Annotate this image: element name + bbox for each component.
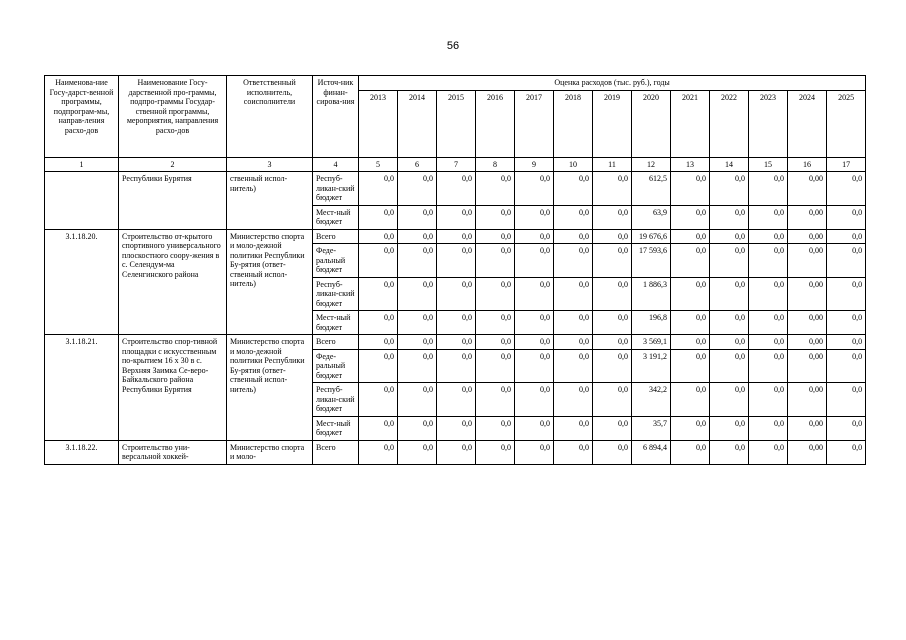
program-code-cell: 3.1.18.20. — [45, 229, 119, 335]
column-index-cell: 5 — [359, 157, 398, 172]
value-cell: 0,0 — [710, 277, 749, 311]
funding-source-cell: Феде-ральный бюджет — [313, 349, 359, 383]
value-cell: 0,0 — [827, 244, 866, 278]
page-number: 56 — [446, 40, 460, 52]
year-header: 2025 — [827, 90, 866, 157]
value-cell: 0,00 — [788, 277, 827, 311]
value-cell: 0,0 — [515, 311, 554, 335]
measure-name-cell: Республики Бурятия — [119, 172, 227, 230]
value-cell: 0,0 — [359, 244, 398, 278]
value-cell: 0,0 — [476, 172, 515, 206]
value-cell: 0,0 — [476, 349, 515, 383]
value-cell: 0,0 — [359, 229, 398, 244]
value-cell: 35,7 — [632, 416, 671, 440]
value-cell: 0,0 — [437, 244, 476, 278]
value-cell: 0,00 — [788, 244, 827, 278]
value-cell: 0,0 — [749, 205, 788, 229]
value-cell: 0,0 — [749, 244, 788, 278]
value-cell: 0,0 — [398, 349, 437, 383]
column-index-cell: 2 — [119, 157, 227, 172]
value-cell: 0,0 — [476, 311, 515, 335]
funding-source-cell: Респуб-ликан-ский бюджет — [313, 383, 359, 417]
value-cell: 0,0 — [554, 383, 593, 417]
value-cell: 0,0 — [671, 440, 710, 464]
value-cell: 0,0 — [554, 229, 593, 244]
value-cell: 0,0 — [515, 244, 554, 278]
value-cell: 0,0 — [671, 311, 710, 335]
value-cell: 0,0 — [476, 383, 515, 417]
measure-name-cell: Строительство уни-версальной хоккей- — [119, 440, 227, 464]
value-cell: 0,0 — [437, 205, 476, 229]
year-header: 2020 — [632, 90, 671, 157]
value-cell: 0,0 — [749, 311, 788, 335]
value-cell: 0,0 — [476, 416, 515, 440]
value-cell: 0,0 — [359, 383, 398, 417]
value-cell: 0,00 — [788, 440, 827, 464]
value-cell: 0,00 — [788, 335, 827, 350]
value-cell: 0,0 — [398, 416, 437, 440]
value-cell: 0,0 — [515, 440, 554, 464]
value-cell: 0,0 — [554, 277, 593, 311]
column-index-cell: 8 — [476, 157, 515, 172]
value-cell: 0,0 — [476, 277, 515, 311]
value-cell: 0,0 — [710, 229, 749, 244]
value-cell: 3 569,1 — [632, 335, 671, 350]
value-cell: 0,0 — [398, 244, 437, 278]
value-cell: 0,0 — [671, 335, 710, 350]
value-cell: 0,0 — [593, 349, 632, 383]
value-cell: 0,0 — [710, 172, 749, 206]
value-cell: 0,0 — [593, 172, 632, 206]
value-cell: 0,00 — [788, 349, 827, 383]
value-cell: 0,0 — [398, 205, 437, 229]
value-cell: 0,0 — [593, 244, 632, 278]
year-header: 2023 — [749, 90, 788, 157]
year-header: 2013 — [359, 90, 398, 157]
column-index-row — [45, 157, 866, 172]
value-cell: 0,0 — [749, 172, 788, 206]
executor-cell: Министерство спорта и моло- — [227, 440, 313, 464]
value-cell: 0,0 — [515, 172, 554, 206]
value-cell: 0,0 — [554, 335, 593, 350]
value-cell: 0,0 — [827, 335, 866, 350]
year-header: 2021 — [671, 90, 710, 157]
executor-cell: ственный испол-нитель) — [227, 172, 313, 230]
value-cell: 0,0 — [359, 277, 398, 311]
value-cell: 0,0 — [554, 244, 593, 278]
value-cell: 0,0 — [359, 335, 398, 350]
value-cell: 0,0 — [476, 205, 515, 229]
value-cell: 0,0 — [437, 335, 476, 350]
value-cell: 0,0 — [749, 229, 788, 244]
value-cell: 0,0 — [593, 205, 632, 229]
value-cell: 0,0 — [554, 416, 593, 440]
value-cell: 0,0 — [359, 416, 398, 440]
funding-source-cell: Феде-ральный бюджет — [313, 244, 359, 278]
value-cell: 0,0 — [554, 311, 593, 335]
measure-name-cell: Строительство от-крытого спортивного универсального плоскостного соору-жения в с. Селендум-ма Селенгинского района — [119, 229, 227, 335]
table-row — [45, 440, 866, 464]
value-cell: 0,0 — [671, 205, 710, 229]
value-cell: 0,0 — [515, 383, 554, 417]
funding-source-cell: Всего — [313, 440, 359, 464]
year-header: 2016 — [476, 90, 515, 157]
value-cell: 0,0 — [710, 244, 749, 278]
year-header: 2019 — [593, 90, 632, 157]
value-cell: 0,00 — [788, 205, 827, 229]
value-cell: 0,0 — [593, 416, 632, 440]
value-cell: 0,0 — [671, 416, 710, 440]
funding-source-cell: Респуб-ликан-ский бюджет — [313, 172, 359, 206]
value-cell: 0,0 — [398, 229, 437, 244]
column-index-cell: 3 — [227, 157, 313, 172]
value-cell: 0,0 — [437, 229, 476, 244]
value-cell: 0,00 — [788, 383, 827, 417]
value-cell: 0,0 — [827, 172, 866, 206]
value-cell: 0,0 — [710, 416, 749, 440]
value-cell: 0,0 — [827, 416, 866, 440]
program-code-cell — [45, 172, 119, 230]
value-cell: 0,0 — [359, 349, 398, 383]
value-cell: 0,0 — [749, 440, 788, 464]
program-code-cell: 3.1.18.21. — [45, 335, 119, 441]
value-cell: 0,0 — [671, 277, 710, 311]
value-cell: 63,9 — [632, 205, 671, 229]
value-cell: 0,0 — [593, 440, 632, 464]
column-index-cell: 6 — [398, 157, 437, 172]
header-measure-name: Наименование Госу-дарственной про-граммы, подпро-граммы Государ-ственной программы, мероприятия, направления расхо-дов — [119, 76, 227, 158]
value-cell: 0,0 — [593, 311, 632, 335]
value-cell: 0,0 — [749, 349, 788, 383]
funding-source-cell: Мест-ный бюджет — [313, 205, 359, 229]
value-cell: 0,0 — [476, 244, 515, 278]
value-cell: 0,0 — [398, 383, 437, 417]
column-index-cell: 17 — [827, 157, 866, 172]
year-header: 2017 — [515, 90, 554, 157]
funding-source-cell: Мест-ный бюджет — [313, 416, 359, 440]
value-cell: 0,0 — [827, 349, 866, 383]
value-cell: 0,0 — [554, 205, 593, 229]
column-index-cell: 4 — [313, 157, 359, 172]
column-index-cell: 10 — [554, 157, 593, 172]
funding-source-cell: Всего — [313, 229, 359, 244]
funding-source-cell: Респуб-ликан-ский бюджет — [313, 277, 359, 311]
value-cell: 196,8 — [632, 311, 671, 335]
value-cell: 0,0 — [671, 172, 710, 206]
header-executor: Ответственный исполнитель, соисполнители — [227, 76, 313, 158]
table-row — [45, 229, 866, 244]
value-cell: 0,00 — [788, 416, 827, 440]
value-cell: 0,0 — [398, 440, 437, 464]
value-cell: 0,0 — [749, 383, 788, 417]
value-cell: 0,0 — [827, 311, 866, 335]
value-cell: 0,0 — [359, 205, 398, 229]
value-cell: 0,0 — [398, 335, 437, 350]
value-cell: 0,00 — [788, 172, 827, 206]
value-cell: 0,0 — [437, 383, 476, 417]
value-cell: 0,0 — [671, 229, 710, 244]
year-header: 2014 — [398, 90, 437, 157]
value-cell: 0,0 — [554, 440, 593, 464]
value-cell: 0,0 — [710, 205, 749, 229]
value-cell: 0,0 — [827, 277, 866, 311]
header-funding-source: Источ-ник финан-сирова-ния — [313, 76, 359, 158]
table-body — [45, 172, 866, 465]
value-cell: 0,0 — [710, 335, 749, 350]
value-cell: 0,0 — [515, 349, 554, 383]
value-cell: 0,0 — [827, 440, 866, 464]
table-row — [45, 172, 866, 206]
value-cell: 0,0 — [437, 277, 476, 311]
value-cell: 0,0 — [827, 383, 866, 417]
value-cell: 0,0 — [476, 440, 515, 464]
value-cell: 0,0 — [710, 311, 749, 335]
funding-source-cell: Мест-ный бюджет — [313, 311, 359, 335]
value-cell: 0,0 — [710, 440, 749, 464]
column-index-cell: 12 — [632, 157, 671, 172]
value-cell: 0,0 — [476, 229, 515, 244]
value-cell: 19 676,6 — [632, 229, 671, 244]
column-index-cell: 9 — [515, 157, 554, 172]
value-cell: 0,0 — [515, 277, 554, 311]
value-cell: 0,0 — [437, 440, 476, 464]
value-cell: 0,0 — [515, 335, 554, 350]
value-cell: 0,0 — [437, 311, 476, 335]
header-program: Наименова-ние Госу-дарст-венной программы, подпрограм-мы, направ-ления расхо-дов — [45, 76, 119, 158]
value-cell: 0,0 — [593, 335, 632, 350]
value-cell: 0,0 — [398, 172, 437, 206]
column-index-cell: 7 — [437, 157, 476, 172]
header-expense-estimate: Оценка расходов (тыс. руб.), годы — [359, 76, 866, 91]
value-cell: 0,0 — [749, 416, 788, 440]
year-header: 2018 — [554, 90, 593, 157]
value-cell: 0,0 — [398, 311, 437, 335]
year-header: 2022 — [710, 90, 749, 157]
value-cell: 0,00 — [788, 311, 827, 335]
value-cell: 0,0 — [476, 335, 515, 350]
value-cell: 0,0 — [827, 229, 866, 244]
value-cell: 0,0 — [671, 244, 710, 278]
column-index-cell: 1 — [45, 157, 119, 172]
column-index-cell: 16 — [788, 157, 827, 172]
value-cell: 0,0 — [398, 277, 437, 311]
value-cell: 0,0 — [515, 205, 554, 229]
column-index-cell: 11 — [593, 157, 632, 172]
value-cell: 1 886,3 — [632, 277, 671, 311]
value-cell: 6 894,4 — [632, 440, 671, 464]
column-index-cell: 14 — [710, 157, 749, 172]
expense-estimate-table — [44, 75, 866, 465]
value-cell: 0,0 — [554, 172, 593, 206]
value-cell: 342,2 — [632, 383, 671, 417]
value-cell: 3 191,2 — [632, 349, 671, 383]
value-cell: 0,0 — [827, 205, 866, 229]
value-cell: 0,0 — [710, 349, 749, 383]
value-cell: 0,0 — [437, 349, 476, 383]
value-cell: 0,0 — [749, 335, 788, 350]
value-cell: 0,0 — [593, 229, 632, 244]
value-cell: 0,0 — [359, 440, 398, 464]
value-cell: 0,0 — [671, 383, 710, 417]
value-cell: 0,0 — [515, 416, 554, 440]
value-cell: 0,0 — [437, 172, 476, 206]
value-cell: 0,0 — [671, 349, 710, 383]
value-cell: 0,0 — [554, 349, 593, 383]
value-cell: 0,0 — [515, 229, 554, 244]
value-cell: 0,0 — [359, 311, 398, 335]
value-cell: 0,0 — [437, 416, 476, 440]
value-cell: 0,0 — [593, 383, 632, 417]
value-cell: 612,5 — [632, 172, 671, 206]
column-index-cell: 13 — [671, 157, 710, 172]
value-cell: 17 593,6 — [632, 244, 671, 278]
value-cell: 0,0 — [593, 277, 632, 311]
value-cell: 0,0 — [710, 383, 749, 417]
measure-name-cell: Строительство спор-тивной площадки с искусственным по-крытием 16 х 30 в с. Верхняя Заимка Се-веро-Байкальского района Республики Бурятия — [119, 335, 227, 441]
year-header: 2024 — [788, 90, 827, 157]
column-index-cell: 15 — [749, 157, 788, 172]
funding-source-cell: Всего — [313, 335, 359, 350]
value-cell: 0,0 — [359, 172, 398, 206]
year-header: 2015 — [437, 90, 476, 157]
program-code-cell: 3.1.18.22. — [45, 440, 119, 464]
value-cell: 0,0 — [749, 277, 788, 311]
value-cell: 0,00 — [788, 229, 827, 244]
table-row — [45, 335, 866, 350]
executor-cell: Министерство спорта и моло-дежной политики Республики Бу-рятия (ответ-ственный испол-нитель) — [227, 229, 313, 335]
executor-cell: Министерство спорта и моло-дежной политики Республики Бу-рятия (ответ-ственный испол-нитель) — [227, 335, 313, 441]
